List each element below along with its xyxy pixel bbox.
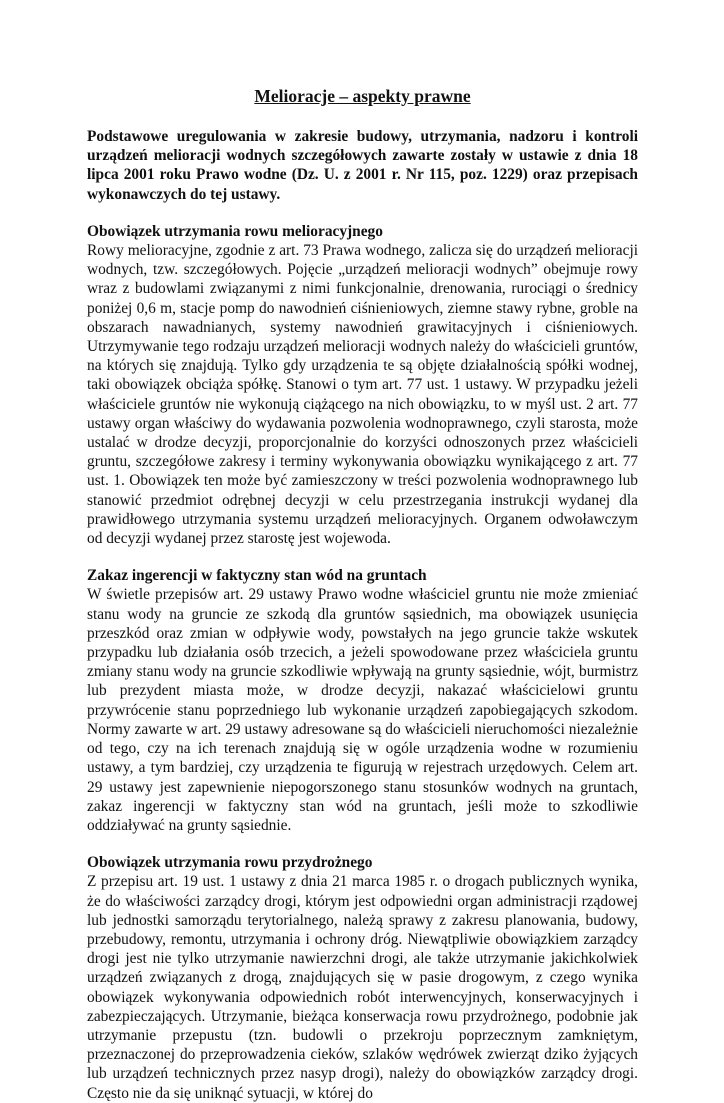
section-heading: Obowiązek utrzymania rowu przydrożnego xyxy=(87,854,373,872)
document-title: Melioracje – aspekty prawne xyxy=(254,86,471,106)
section-paragraph: W świetle przepisów art. 29 ustawy Prawo wodne właściciel gruntu nie może zmieniać stanu wody na gruncie ze szkodą dla gruntów sąsiednich, ma obowiązek usunięcia przeszkód oraz zmian w odpływie wody, powstałych na jego gruncie także wskutek przypadku lub działania osób trzecich, a jeżeli spowodowane przez właściciela gruntu zmiany stanu wody na gruncie szkodliwie wpływają na grunty sąsiednie, wójt, burmistrz lub prezydent miasta może, w drodze decyzji, nakazać właścicielowi gruntu przywrócenie stanu poprzedniego lub wykonanie urządzeń zapobiegających szkodom. Normy zawarte w art. 29 ustawy adresowane są do właścicieli nieruchomości niezależnie od tego, czy na ich terenach znajdują się w ogóle urządzenia wodne w rozumieniu ustawy, a tym bardziej, czy urządzenia te figurują w rejestrach urzędowych. Celem art. 29 ustawy jest zapewnienie niepogorszonego stanu stosunków wodnych na gruntach, zakaz ingerencji w faktyczny stan wód na gruntach, jeśli może to szkodliwie oddziaływać na grunty sąsiednie. xyxy=(87,586,638,834)
section-rowu-przydroznego xyxy=(87,853,638,1103)
section-rowu-melioracyjnego xyxy=(87,222,638,548)
section-paragraph: Z przepisu art. 19 ust. 1 ustawy z dnia 21 marca 1985 r. o drogach publicznych wynika, że do właściwości zarządcy drogi, którym jest odpowiedni organ administracji rządowej lub jednostki samorządu terytorialnego, należą sprawy z zakresu planowania, budowy, przebudowy, remontu, utrzymania i ochrony dróg. Niewątpliwie obowiązkiem zarządcy drogi jest nie tylko utrzymanie nawierzchni drogi, ale także utrzymanie jakichkolwiek urządzeń związanych z drogą, znajdujących się w pasie drogowym, z czego wynika obowiązek wykonywania odpowiednich robót interwencyjnych, konserwacyjnych i zabezpieczających. Utrzymanie, bieżąca konserwacja rowu przydrożnego, podobnie jak utrzymanie przepustu (tzn. budowli o przekroju poprzecznym zamkniętym, przeznaczonej do przeprowadzenia cieków, szlaków wędrówek zwierząt dziko żyjących lub urządzeń technicznych przez nasyp drogi), należy do obowiązków zarządcy drogi. Często nie da się uniknąć sytuacji, w której do xyxy=(87,873,638,1102)
section-heading: Obowiązek utrzymania rowu melioracyjnego xyxy=(87,222,383,240)
section-heading: Zakaz ingerencji w faktyczny stan wód na gruntach xyxy=(87,567,427,585)
section-zakaz-ingerencji xyxy=(87,566,638,835)
section-paragraph: Rowy melioracyjne, zgodnie z art. 73 Prawa wodnego, zalicza się do urządzeń melioracji wodnych, tzw. szczegółowych. Pojęcie „urządzeń melioracji wodnych” obejmuje rowy wraz z budowlami związanymi z nimi funkcjonalnie, drenowania, rurociągi o średnicy poniżej 0,6 m, stacje pomp do nawodnień ciśnieniowych, ziemne stawy rybne, groble na obszarach nawadnianych, systemy nawodnień grawitacyjnych i ciśnieniowych. Utrzymywanie tego rodzaju urządzeń melioracji wodnych należy do właścicieli gruntów, na których się znajdują. Tylko gdy urządzenia te są objęte działalnością spółki wodnej, taki obowiązek obciąża spółkę. Stanowi o tym art. 77 ust. 1 ustawy. W przypadku jeżeli właściciele gruntów nie wykonują ciążącego na nich obowiązku, to w myśl ust. 2 art. 77 ustawy organ właściwy do wydawania pozwolenia wodnoprawnego, czyli starosta, może ustalać w drodze decyzji, proporcjonalnie do korzyści odnoszonych przez właścicieli gruntu, szczegółowe zakresy i terminy wykonywania obowiązku wynikającego z art. 77 ust. 1. Obowiązek ten może być zamieszczony w treści pozwolenia wodnoprawnego lub stanowić przedmiot odrębnej decyzji w celu przestrzegania instrukcji wydanej dla prawidłowego utrzymania systemu urządzeń melioracyjnych. Organem odwoławczym od decyzji wydanej przez starostę jest wojewoda. xyxy=(87,242,638,548)
lead-paragraph: Podstawowe uregulowania w zakresie budowy, utrzymania, nadzoru i kontroli urządzeń melioracji wodnych szczegółowych zawarte zostały w ustawie z dnia 18 lipca 2001 roku Prawo wodne (Dz. U. z 2001 r. Nr 115, poz. 1229) oraz przepisach wykonawczych do tej ustawy. xyxy=(87,128,638,203)
